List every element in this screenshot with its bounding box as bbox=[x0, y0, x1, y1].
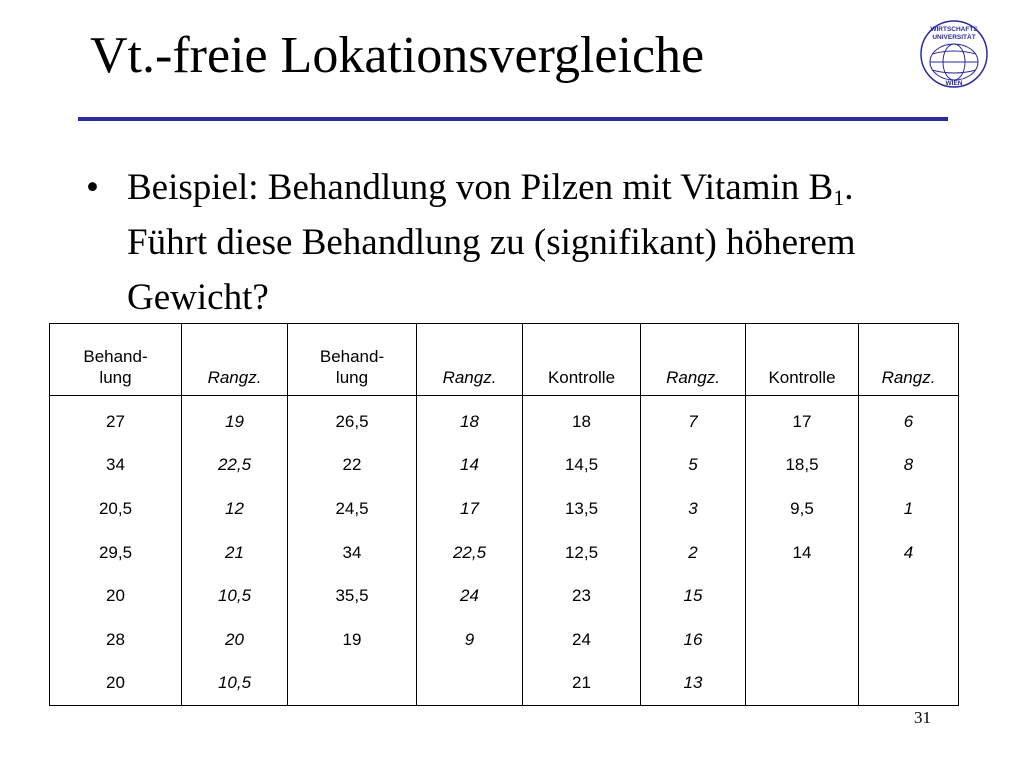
table-cell: 9 bbox=[417, 618, 523, 662]
table-cell: 22 bbox=[288, 444, 417, 488]
table-cell: 14,5 bbox=[523, 444, 641, 488]
column-header-line2: Rangz. bbox=[442, 368, 497, 387]
column-header bbox=[50, 324, 182, 396]
table-cell bbox=[746, 618, 859, 662]
table-row bbox=[50, 487, 959, 531]
column-header-line1 bbox=[182, 346, 287, 367]
table-body bbox=[50, 396, 959, 706]
table-cell: 18 bbox=[417, 396, 523, 444]
table-cell: 17 bbox=[417, 487, 523, 531]
data-table bbox=[49, 323, 959, 706]
table-cell: 20 bbox=[50, 662, 182, 706]
table-cell: 10,5 bbox=[182, 662, 288, 706]
column-header-line2: lung bbox=[99, 368, 132, 387]
column-header-line2: Rangz. bbox=[207, 368, 262, 387]
table-row bbox=[50, 396, 959, 444]
bullet-symbol: • bbox=[86, 167, 99, 208]
table-cell: 1 bbox=[859, 487, 959, 531]
table-row bbox=[50, 574, 959, 618]
table-cell: 27 bbox=[50, 396, 182, 444]
table-cell: 21 bbox=[523, 662, 641, 706]
column-header bbox=[859, 324, 959, 396]
table-cell bbox=[288, 662, 417, 706]
column-header-line2: Kontrolle bbox=[768, 368, 836, 387]
column-header bbox=[746, 324, 859, 396]
column-header-line2: Rangz. bbox=[666, 368, 720, 387]
table-cell: 22,5 bbox=[182, 444, 288, 488]
table-cell: 29,5 bbox=[50, 531, 182, 575]
table-cell: 3 bbox=[641, 487, 746, 531]
table-cell: 14 bbox=[746, 531, 859, 575]
table-cell bbox=[859, 662, 959, 706]
table-cell: 22,5 bbox=[417, 531, 523, 575]
bullet-text bbox=[127, 160, 866, 325]
column-header bbox=[417, 324, 523, 396]
page-number: 31 bbox=[914, 708, 931, 727]
table-cell: 7 bbox=[641, 396, 746, 444]
column-header-line1 bbox=[859, 346, 958, 367]
table-cell: 28 bbox=[50, 618, 182, 662]
table-cell: 12 bbox=[182, 487, 288, 531]
table-cell: 24 bbox=[417, 574, 523, 618]
column-header bbox=[523, 324, 641, 396]
column-header-line2: Rangz. bbox=[881, 368, 936, 387]
table-cell bbox=[859, 618, 959, 662]
table-cell: 15 bbox=[641, 574, 746, 618]
table-cell bbox=[417, 662, 523, 706]
table-cell: 12,5 bbox=[523, 531, 641, 575]
table-cell: 18 bbox=[523, 396, 641, 444]
table-cell: 10,5 bbox=[182, 574, 288, 618]
table-cell: 19 bbox=[182, 396, 288, 444]
table-cell: 34 bbox=[288, 531, 417, 575]
table-cell: 14 bbox=[417, 444, 523, 488]
table-cell: 26,5 bbox=[288, 396, 417, 444]
column-header bbox=[182, 324, 288, 396]
table-cell: 13,5 bbox=[523, 487, 641, 531]
table-cell: 18,5 bbox=[746, 444, 859, 488]
table-cell: 5 bbox=[641, 444, 746, 488]
table-cell: 21 bbox=[182, 531, 288, 575]
table-row bbox=[50, 531, 959, 575]
table-cell: 20 bbox=[50, 574, 182, 618]
table-row bbox=[50, 444, 959, 488]
column-header bbox=[288, 324, 417, 396]
column-header-line1: Behand- bbox=[319, 347, 385, 366]
table-cell: 24,5 bbox=[288, 487, 417, 531]
table-row bbox=[50, 662, 959, 706]
table-cell: 34 bbox=[50, 444, 182, 488]
table-cell bbox=[746, 662, 859, 706]
bullet-text-part2: . Führt diese Behandlung zu (signifikant) höherem Gewicht? bbox=[127, 167, 856, 318]
logo-text-line1: WIRTSCHAFTS bbox=[930, 26, 978, 33]
table-cell: 20 bbox=[182, 618, 288, 662]
column-header bbox=[641, 324, 746, 396]
column-header-line2: lung bbox=[335, 368, 369, 387]
table-cell: 13 bbox=[641, 662, 746, 706]
table-cell: 20,5 bbox=[50, 487, 182, 531]
table-cell: 17 bbox=[746, 396, 859, 444]
slide-title: Vt.-freie Lokationsvergleiche bbox=[90, 27, 705, 84]
title-underline bbox=[78, 117, 948, 121]
table-row bbox=[50, 618, 959, 662]
bullet-item bbox=[86, 160, 866, 325]
column-header-line1 bbox=[746, 346, 858, 367]
column-header-line1 bbox=[641, 346, 745, 367]
university-logo-icon bbox=[918, 18, 990, 90]
bullet-text-part1: Beispiel: Behandlung von Pilzen mit Vitamin B bbox=[127, 167, 834, 208]
table-cell: 24 bbox=[523, 618, 641, 662]
table-cell: 8 bbox=[859, 444, 959, 488]
table-cell: 2 bbox=[641, 531, 746, 575]
table-cell: 19 bbox=[288, 618, 417, 662]
table-cell: 16 bbox=[641, 618, 746, 662]
table-cell bbox=[859, 574, 959, 618]
column-header-line1: Behand- bbox=[83, 347, 148, 366]
table-header-row bbox=[50, 324, 959, 396]
column-header-line2: Kontrolle bbox=[547, 368, 616, 387]
column-header-line1 bbox=[417, 346, 522, 367]
table-cell: 35,5 bbox=[288, 574, 417, 618]
table-cell: 4 bbox=[859, 531, 959, 575]
table-cell bbox=[746, 574, 859, 618]
table-cell: 23 bbox=[523, 574, 641, 618]
table-cell: 6 bbox=[859, 396, 959, 444]
logo-text-line2: UNIVERSITÄT bbox=[932, 34, 976, 41]
table-cell: 9,5 bbox=[746, 487, 859, 531]
column-header-line1 bbox=[523, 346, 640, 367]
bullet-subscript: 1 bbox=[833, 185, 845, 210]
logo-text-line3: WIEN bbox=[945, 80, 963, 87]
